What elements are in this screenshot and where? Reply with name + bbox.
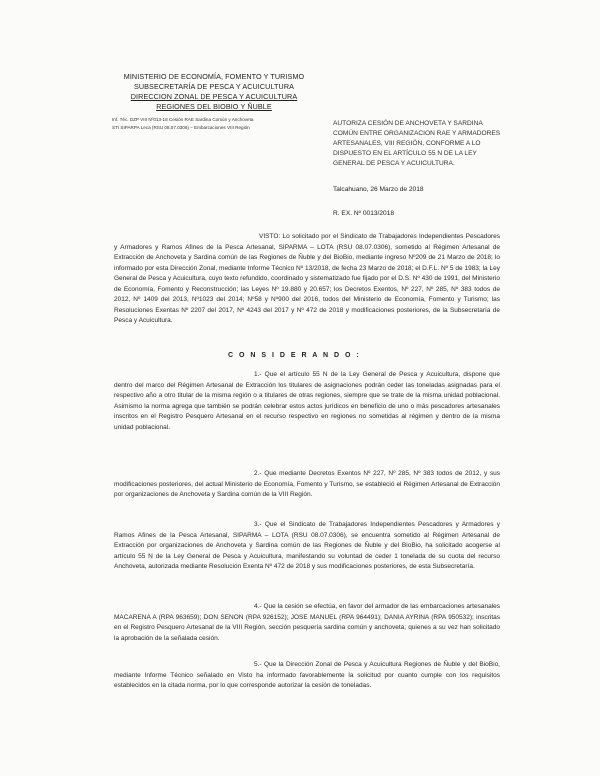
visto-paragraph	[114, 232, 500, 327]
resolution-date: Talcahuano, 26 Marzo de 2018	[333, 186, 424, 193]
considerando-text: 2.- Que mediante Decretos Exentos Nº 227, Nº 285, Nº 383 todos de 2012, y sus modificaciones posteriores, del actual Ministerio de Economía, Fomento y Turismo, se estableció el Régimen Artesanal de Extracción por organizaciones de Anchoveta y Sardina común de la VIII Región.	[114, 470, 500, 498]
reference-line-1: Inf. Téc. DZP VIII Nº013-18 Cesión RAE Sardina Común y Anchoveta	[112, 117, 254, 122]
considerando-paragraph-1	[114, 370, 500, 433]
directorate-name: DIRECCION ZONAL DE PESCA Y ACUICULTURA	[130, 92, 298, 101]
considerando-heading: C O N S I D E R A N D O :	[228, 352, 361, 359]
resolution-number: R. EX. Nº 0013/2018	[333, 210, 395, 217]
reference-line-2: STI SIPARPA Leca (RSU 08.07.0306) – Embarcaciones VIII Región	[112, 125, 250, 130]
visto-text: VISTO: Lo solicitado por el Sindicato de Trabajadores Independientes Pescadores y Armadores y Ramos Afines de la Pesca Artesanal, SIPARMA – LOTA (RSU 08.07.0306), sometido al Régimen Artesanal de Extracción de Anchoveta y Sardina común de las Regiones de Ñuble y del BioBio, mediante ingreso Nº209 de 21 Marzo de 2018; lo informado por esta Dirección Zonal, mediante Informe Técnico Nº 13/2018, de fecha 23 Marzo de 2018; el D.F.L. Nº 5 de 1983; la Ley General de Pesca y Acuicultura, cuyo texto refundido, coordinado y sistematizado fue fijado por el D.S. Nº 430 de 1991, del Ministerio de Economía, Fomento y Reconstrucción; las Leyes Nº 19.880 y 20.657; los Decretos Exentos, Nº 227, Nº 285, Nº 383 todos de 2012, Nº 1409 del 2013, Nº1023 del 2014; Nº58 y Nº900 del 2016, todos del Ministerio de Economía, Fomento y Turismo; las Resoluciones Exentas Nº 2207 del 2017, Nº 4243 del 2017 y Nº 472 de 2018 y modificaciones posteriores, de la Subsecretaría de Pesca y Acuicultura.	[114, 233, 500, 324]
considerando-text: 1.- Que el artículo 55 N de la Ley General de Pesca y Acuicultura, dispone que dentro del marco del Régimen Artesanal de Extracción los titulares de asignaciones podrán ceder las toneladas asignadas para el respectivo año a otro titular de la misma región o a titulares de otras regiones, siempre que se trate de la misma unidad poblacional. Asimismo la norma agrega que también se podrán celebrar estos actos jurídicos en beneficio de uno o más pescadores artesanales inscritos en el Registro Pesquero Artesanal en el recurso respectivo en regiones no sometidas al régimen y dentro de la misma unidad poblacional.	[114, 371, 500, 431]
letterhead	[114, 72, 314, 112]
considerando-paragraph-2	[114, 469, 500, 501]
considerando-text: 5.- Que la Dirección Zonal de Pesca y Acuicultura Regiones de Ñuble y del BioBio, mediante Informe Técnico señalado en Visto ha informado favorablemente la solicitud por cuanto cumple con los requisitos establecidos en la citada norma, por lo que corresponde autorizar la cesión de toneladas.	[114, 661, 500, 689]
considerando-paragraph-5	[114, 660, 500, 692]
considerando-paragraph-3	[114, 520, 500, 573]
subsecretariat-name: SUBSECRETARÍA DE PESCA Y ACUICULTURA	[133, 82, 295, 91]
considerando-paragraph-4	[114, 602, 500, 644]
resolution-subject: AUTORIZA CESIÓN DE ANCHOVETA Y SARDINA COMÚN ENTRE ORGANIZACION RAE Y ARMADORES ARTESANALES, VIII REGIÓN, CONFORME A LO DISPUESTO EN EL ARTÍCULO 55 N DE LA LEY GENERAL DE PESCA Y ACUICULTURA.	[333, 120, 501, 167]
considerando-text: 4.- Que la cesión se efectúa, en favor del armador de las embarcaciones artesanales MACARENA A (RPA 963659); DON SENON (RPA 926152); JOSE MANUEL (RPA 964491); DANIA AYRINA (RPA 950532); inscritas en el Registro Pesquero Artesanal de la VIII Región, sección pesquería sardina común y anchoveta; quienes a su vez han solicitado la aprobación de la señalada cesión.	[114, 603, 500, 642]
ministry-name: MINISTERIO DE ECONOMÍA, FOMENTO Y TURISMO	[123, 72, 305, 81]
reference-block	[112, 116, 312, 132]
regions-name: REGIONES DEL BIOBIO Y ÑUBLE	[156, 102, 272, 111]
considerando-text: 3.- Que el Sindicato de Trabajadores Independientes Pescadores y Armadores y Ramos Afines de la Pesca Artesanal, SIPARMA – LOTA (RSU 08.07.0306), se encuentra sometido al Régimen Artesanal de Extracción por organizaciones de Anchoveta y Sardina común de las Regiones de Ñuble y del BioBio, ha solicitado acogerse al artículo 55 N de la Ley General de Pesca y Acuicultura, manifestando su voluntad de ceder 1 tonelada de su cuota del recurso Anchoveta, autorizada mediante Resolución Exenta Nº 472 de 2018 y sus modificaciones posteriores, de esta Subsecretaría.	[114, 521, 500, 570]
